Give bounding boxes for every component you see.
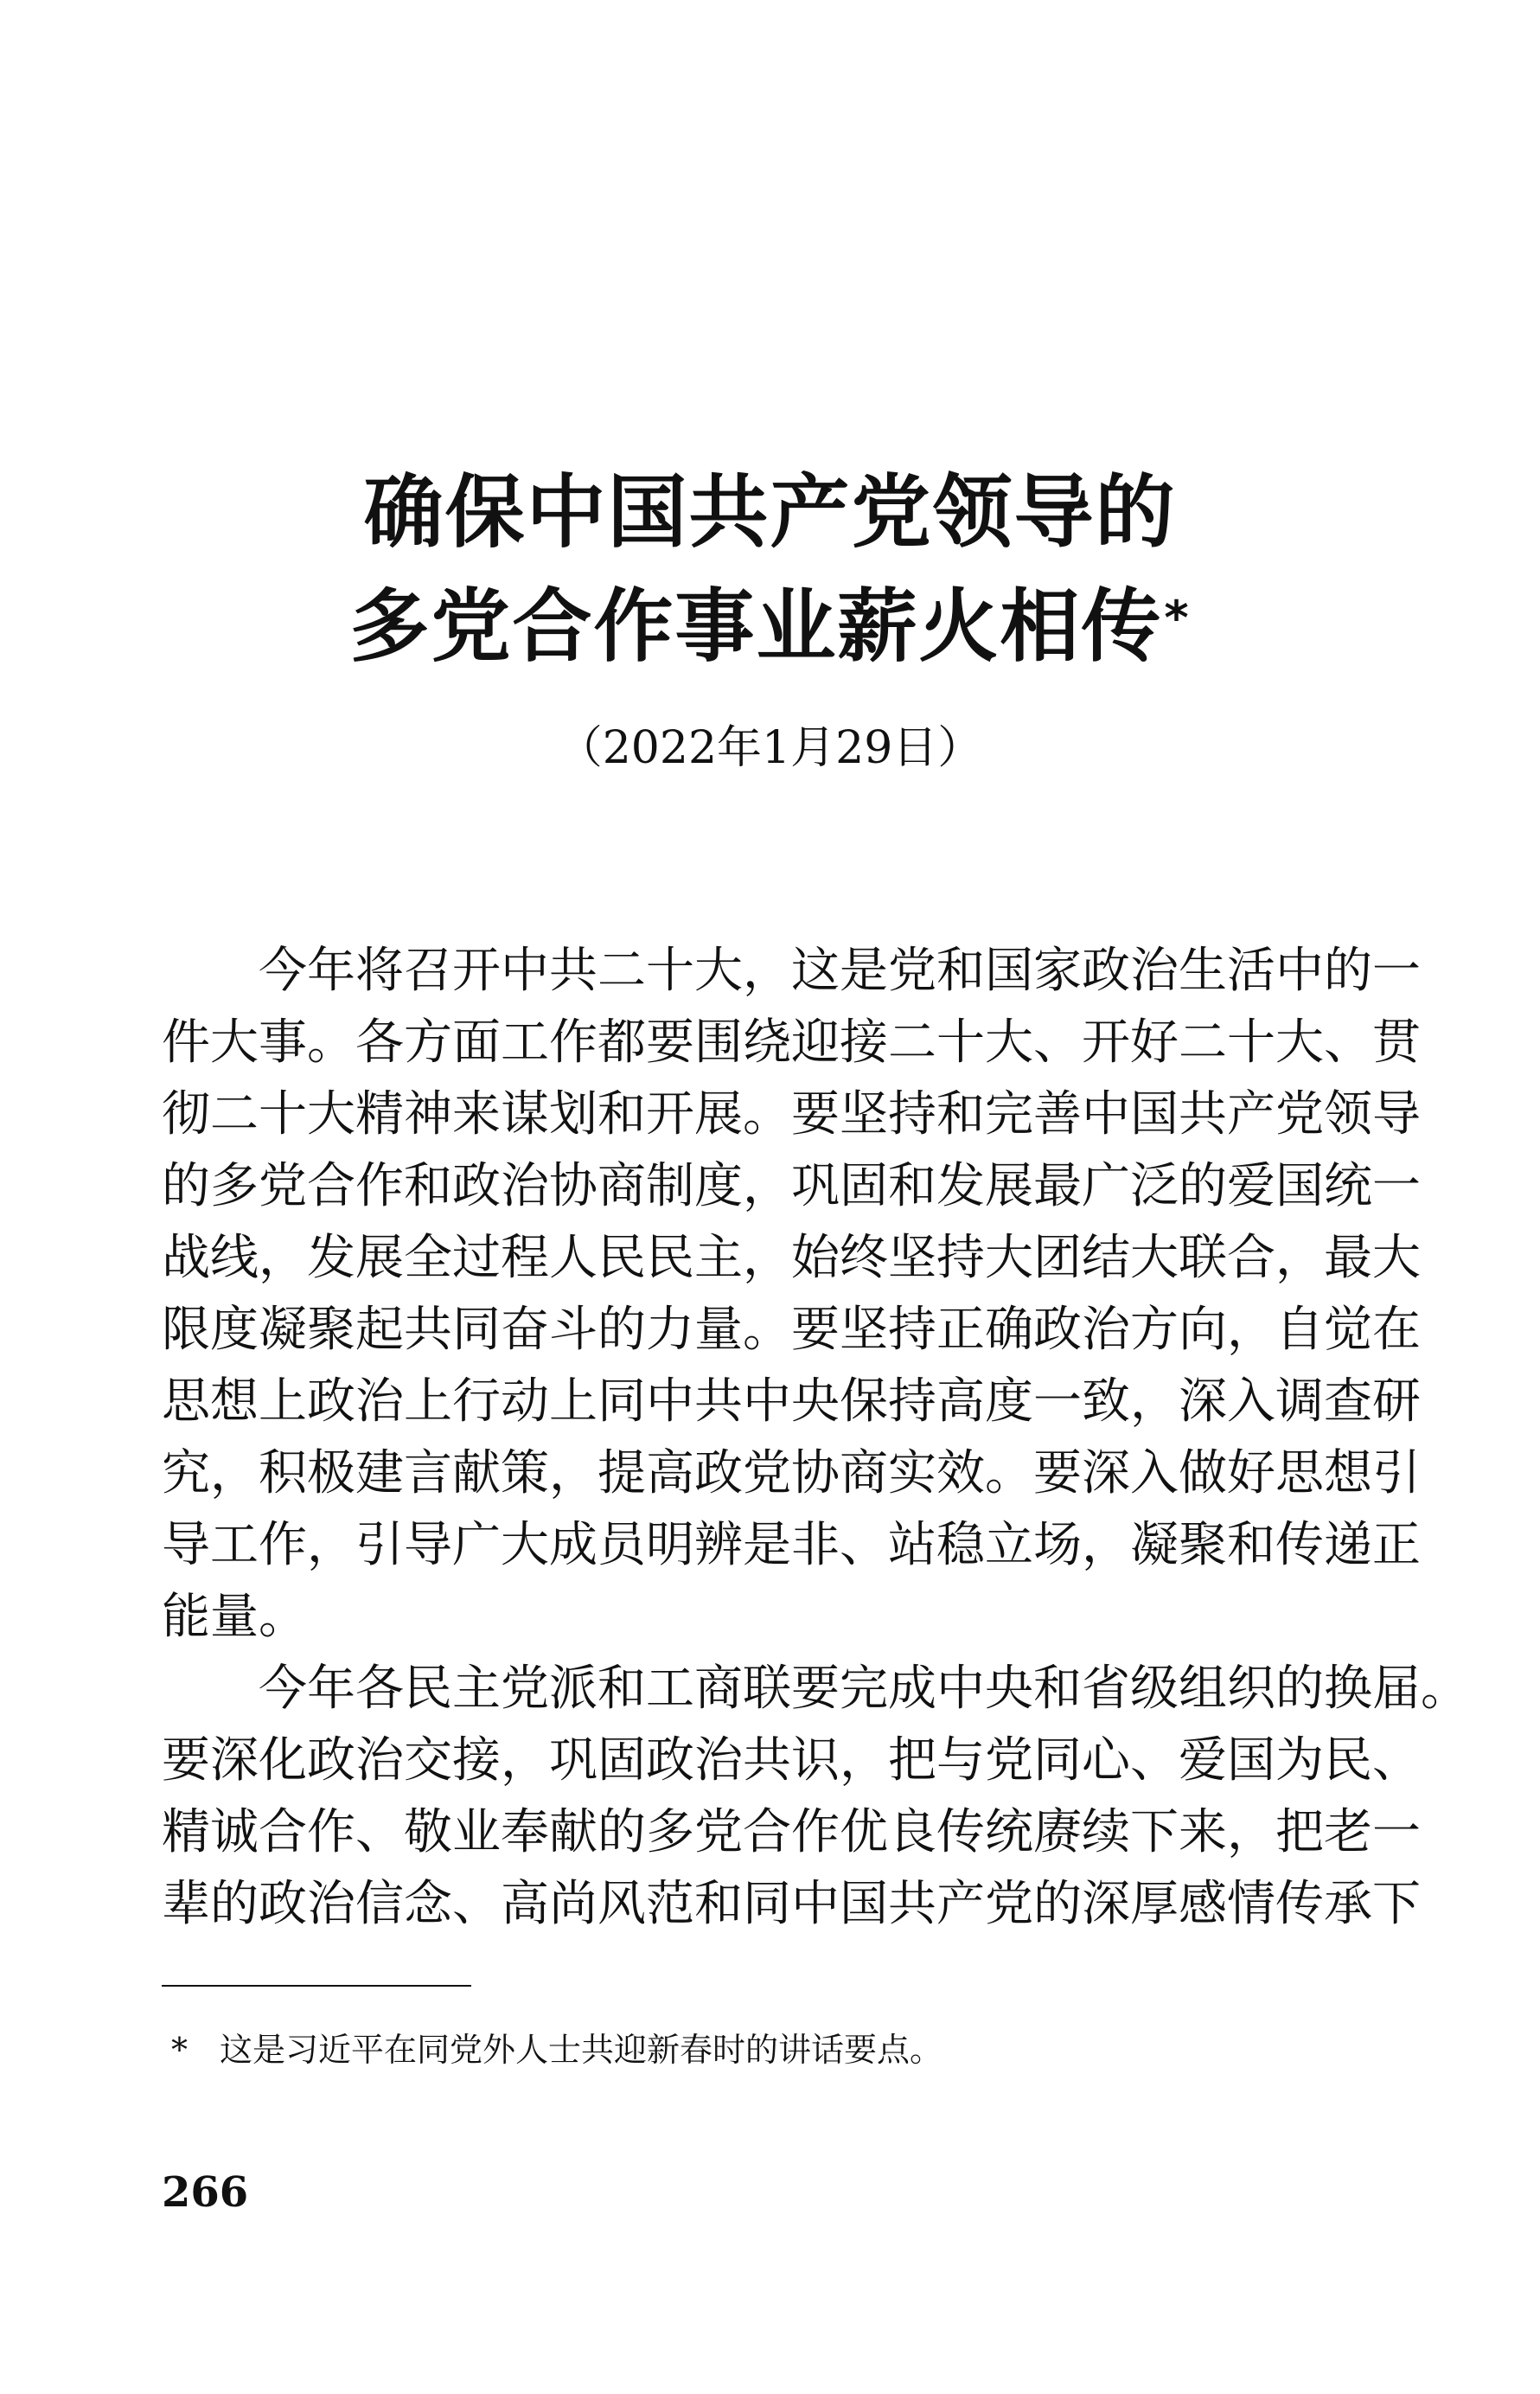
article-title-line-1 [0,465,1540,560]
footnote-text: 这是习近平在同党外人士共迎新春时的讲话要点。 [220,2031,943,2069]
paragraph-2-line-2: 要深化政治交接，巩固政治共识，把与党同心、爱国为民、 [162,1732,1421,1789]
paragraph-1-line-9: 导工作，引导广大成员明辨是非、站稳立场，凝聚和传递正 [162,1517,1421,1573]
paragraph-1-line-7: 思想上政治上行动上同中共中央保持高度一致，深入调查研 [162,1373,1421,1430]
paragraph-2-line-1: 今年各民主党派和工商联要完成中央和省级组织的换届。 [259,1661,1469,1717]
paragraph-1-line-1: 今年将召开中共二十大，这是党和国家政治生活中的一 [259,943,1421,999]
page-number: 266 [162,2168,249,2217]
title-text-1: 确保中国共产党领导的 [363,466,1177,559]
paragraph-1-line-5: 战线，发展全过程人民民主，始终坚持大团结大联合，最大 [162,1230,1421,1286]
footnote-divider [162,1985,471,1987]
article-title-line-2 [0,579,1540,675]
paragraph-1-line-2: 件大事。各方面工作都要围绕迎接二十大、开好二十大、贯 [162,1015,1421,1071]
paragraph-1-line-8: 究，积极建言献策，提高政党协商实效。要深入做好思想引 [162,1445,1421,1501]
paragraph-1-line-6: 限度凝聚起共同奋斗的力量。要坚持正确政治方向，自觉在 [162,1302,1421,1358]
title-text-2: 多党合作事业薪火相传 [349,580,1163,673]
paragraph-1-line-3: 彻二十大精神来谋划和开展。要坚持和完善中国共产党领导 [162,1086,1421,1143]
footnote [171,2028,943,2071]
paragraph-1-line-10: 能量。 [162,1589,307,1645]
footnote-mark: * [171,2031,188,2069]
paragraph-2-line-4: 辈的政治信念、高尚风范和同中国共产党的深厚感情传承下 [162,1876,1421,1932]
article-body [162,935,1469,1940]
article-date: （2022年1月29日） [557,722,983,774]
paragraph-2-line-3: 精诚合作、敬业奉献的多党合作优良传统赓续下来，把老一 [162,1804,1421,1860]
paragraph-1-line-4: 的多党合作和政治协商制度，巩固和发展最广泛的爱国统一 [162,1158,1421,1214]
title-footnote-mark: * [1164,591,1191,645]
